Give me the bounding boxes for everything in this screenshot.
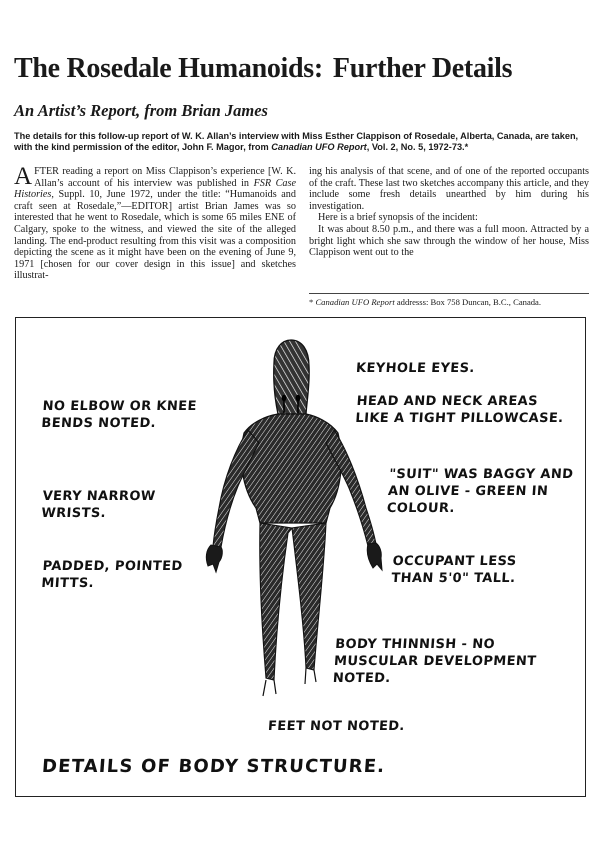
note-wrists: VERY NARROW WRISTS.	[40, 489, 157, 521]
title-part-1: The Rosedale Humanoids:	[14, 53, 323, 84]
lead-text-2: , Vol. 2, No. 5, 1972-73.*	[366, 142, 469, 153]
note-keyhole-eyes: KEYHOLE EYES.	[355, 361, 476, 376]
left-leg	[260, 523, 292, 680]
right-leg	[292, 523, 326, 670]
body-paragraph-2: ing his analysis of that scene, and of one of the reported occupants of the craft. These last two sketches accompany this article, and they include some fresh details unearthed by him during his investigation.	[309, 166, 589, 212]
lead-publication: Canadian UFO Report	[271, 142, 367, 153]
lead-text-1: The details for this follow-up report of W. K. Allan’s interview with Miss Esther Clappison of Rosedale, Alberta, Canada, are taken, with the kind permission of the editor, John F. Magor, from	[14, 131, 579, 153]
footnote-text: addresss: Box 758 Duncan, B.C., Canada.	[394, 297, 542, 307]
note-height: OCCUPANT LESS THAN 5'0" TALL.	[390, 554, 517, 586]
body-publication: FSR Case Histories	[14, 177, 296, 201]
article-title	[14, 55, 589, 83]
body-paragraph-1	[14, 163, 296, 282]
footnote-publication: Canadian UFO Report	[315, 297, 395, 307]
title-part-2: Further Details	[332, 53, 513, 84]
note-head-neck: HEAD AND NECK AREAS LIKE A TIGHT PILLOWCASE.	[354, 394, 565, 426]
torso	[241, 414, 341, 523]
footnote	[309, 297, 589, 308]
article-subtitle: An Artist’s Report, from Brian James	[14, 101, 268, 120]
body-structure-sketch	[15, 317, 586, 797]
body-text-2: , Suppl. 10, June 1972, under the title: “Humanoids and craft seen at Rosedale,”—EDITOR] artist Brian James was so interested that he went to Rosedale, which is some 65 miles ENE of Calgary, spoke to the witness, and viewed the site of the alleged landing. The end-product resulting from this visit was a composition depicting the scene as it might have been on the evening of June 9, 1971 [chosen for our cover design in this issue] and sketches illustrat-	[14, 189, 296, 282]
body-column-left	[14, 163, 296, 282]
lead-paragraph	[14, 131, 589, 154]
drop-cap: A	[14, 163, 33, 190]
sketch-caption: DETAILS OF BODY STRUCTURE.	[41, 756, 387, 777]
head-hood	[274, 340, 309, 414]
note-elbow-knee: NO ELBOW OR KNEE BENDS NOTED.	[40, 399, 198, 431]
body-paragraph-4: It was about 8.50 p.m., and there was a full moon. Attracted by a bright light which she saw through the window of her house, Miss Clappison went out to the	[309, 223, 589, 259]
body-column-right	[309, 166, 589, 259]
footnote-mark: *	[309, 297, 316, 307]
note-body: BODY THINNISH - NO MUSCULAR DEVELOPMENT NOTED.	[332, 637, 537, 686]
note-feet: FEET NOT NOTED.	[267, 719, 406, 734]
note-suit: "SUIT" WAS BAGGY AND AN OLIVE - GREEN IN COLOUR.	[386, 467, 574, 516]
note-mitts: PADDED, POINTED MITTS.	[40, 559, 184, 591]
body-text-1: FTER reading a report on Miss Clappison’s experience [W. K. Allan’s account of his interview was published in	[34, 166, 296, 189]
footnote-divider	[309, 293, 589, 294]
body-paragraph-3: Here is a brief synopsis of the incident:	[318, 212, 478, 224]
